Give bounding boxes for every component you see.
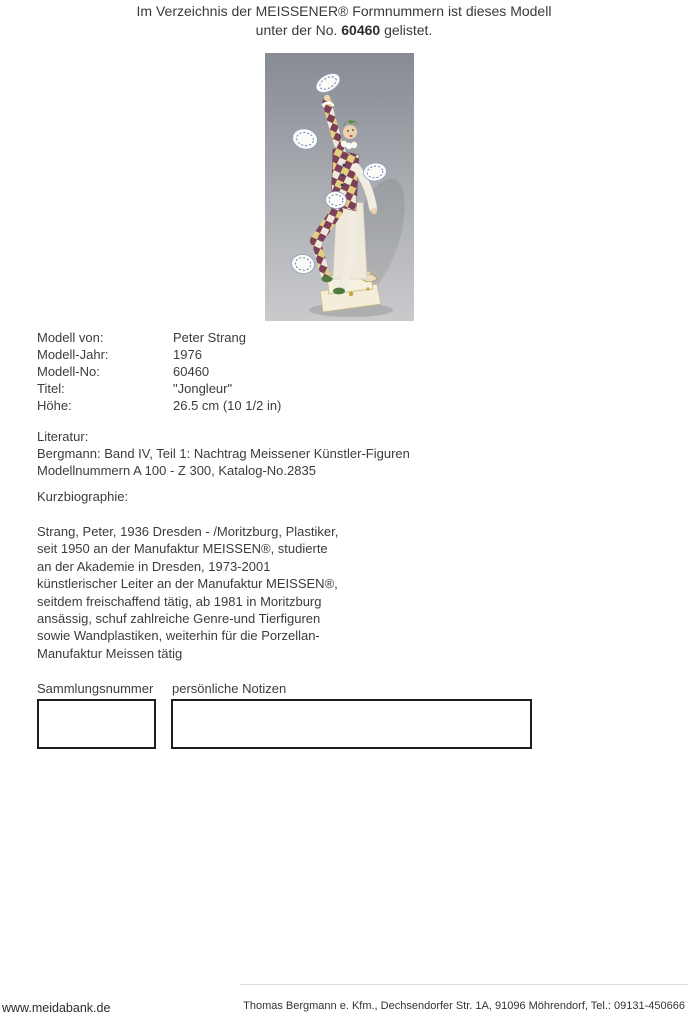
footer-website: www.meidabank.de	[2, 1001, 111, 1015]
literature-heading: Literatur:	[37, 429, 89, 444]
detail-row-modell-von	[37, 329, 281, 346]
header-line2-suffix: gelistet.	[380, 22, 433, 38]
figurine-photo	[265, 53, 414, 321]
personal-notes-label: persönliche Notizen	[172, 681, 287, 696]
detail-label: Titel:	[37, 381, 65, 396]
detail-value: "Jongleur"	[173, 381, 233, 396]
detail-label: Modell-Jahr:	[37, 347, 109, 362]
detail-row-modell-no	[37, 363, 281, 380]
literature-section	[37, 428, 410, 479]
biography-line: Strang, Peter, 1936 Dresden - /Moritzburg, Plastiker,	[37, 524, 339, 539]
model-details	[37, 329, 281, 414]
collection-number-label: Sammlungsnummer	[37, 681, 154, 696]
detail-label: Höhe:	[37, 398, 72, 413]
detail-value: 1976	[173, 347, 202, 362]
detail-label: Modell von:	[37, 330, 104, 345]
biography-line: ansässig, schuf zahlreiche Genre-und Tierfiguren	[37, 611, 321, 627]
biography-line: an der Akademie in Dresden, 1973-2001	[37, 558, 271, 574]
biography-line: seit 1950 an der Manufaktur MEISSEN®, studierte	[37, 541, 328, 557]
detail-row-hoehe	[37, 397, 281, 414]
header-line2-prefix: unter der No.	[255, 22, 342, 38]
biography-line: künstlerischer Leiter an der Manufaktur MEISSEN®,	[37, 576, 338, 592]
header-line2	[0, 21, 688, 40]
footer-contact: Thomas Bergmann e. Kfm., Dechsendorfer Str. 1A, 91096 Möhrendorf, Tel.: 09131-450666	[243, 1000, 685, 1012]
biography-line: Manufaktur Meissen tätig	[37, 645, 183, 661]
detail-row-modell-jahr	[37, 346, 281, 363]
biography-heading: Kurzbiographie:	[37, 489, 129, 504]
collection-number-box	[37, 699, 156, 749]
detail-label: Modell-No:	[37, 364, 100, 379]
detail-row-titel	[37, 380, 281, 397]
footer-divider	[240, 984, 688, 985]
biography-line: seitdem freischaffend tätig, ab 1981 in Moritzburg	[37, 593, 322, 609]
detail-value: 26.5 cm (10 1/2 in)	[173, 398, 282, 413]
model-number: 60460	[341, 22, 381, 38]
detail-value: Peter Strang	[173, 330, 246, 345]
literature-line: Bergmann: Band IV, Teil 1: Nachtrag Meissener Künstler-Figuren	[37, 446, 410, 461]
biography-line: sowie Wandplastiken, weiterhin für die Porzellan-	[37, 628, 320, 644]
biography-text	[37, 523, 347, 662]
page-header	[0, 2, 688, 40]
detail-value: 60460	[173, 364, 210, 379]
header-line1: Im Verzeichnis der MEISSENER® Formnummern ist dieses Modell	[136, 3, 552, 19]
personal-notes-box	[171, 699, 532, 749]
literature-line: Modellnummern A 100 - Z 300, Katalog-No.2835	[37, 463, 316, 478]
